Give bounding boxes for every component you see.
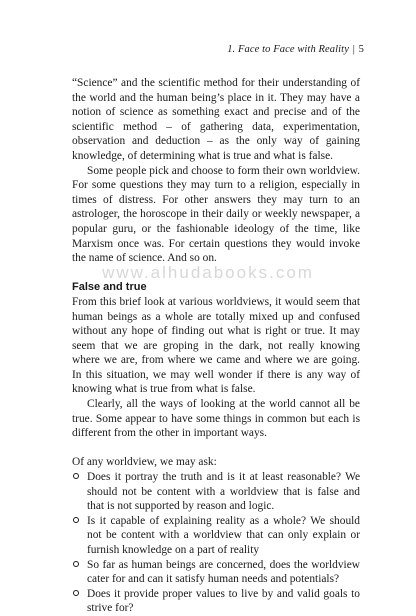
bullet-circle-icon	[73, 473, 79, 479]
list-item	[72, 514, 360, 558]
running-head	[227, 44, 364, 55]
list-item-text: So far as human beings are concerned, does the worldview cater for and can it satisfy human needs and potentials?	[87, 558, 360, 586]
paragraph: Clearly, all the ways of looking at the world cannot all be true. Some appear to have some things in common but each is different from the other in important ways.	[72, 398, 360, 440]
paragraph: Some people pick and choose to form their own worldview. For some questions they may turn to a religion, especially in times of distress. For other answers they may turn to an astrologer, the horoscope in their daily or weekly newspaper, a popular guru, or the fashionable ideology of the time, like Marxism once was. For certain questions they would invoke the name of science. And so on.	[72, 164, 360, 265]
list-item	[72, 470, 360, 514]
list-item	[72, 587, 360, 616]
bullet-circle-icon	[73, 561, 79, 567]
bullet-circle-icon	[73, 590, 79, 596]
header-separator: |	[352, 44, 355, 55]
list-item-text: Does it portray the truth and is it at least reasonable? We should not be content with a worldview that is false and that is not supported by reason and logic.	[87, 471, 360, 513]
list-item-text: Is it capable of explaining reality as a whole? We should not be content with a worldview that can only explain or furnish knowledge on a part of reality	[87, 514, 360, 556]
paragraph: “Science” and the scientific method for their understanding of the world and the human being’s place in it. They may have a notion of science as something exact and precise and of the scientific method – of gathering data, experimentation, observation and deduction – as the only way of gaining knowledge, of determining what is true and what is false.	[72, 77, 360, 162]
section-heading: False and true	[72, 281, 147, 294]
body-text	[72, 76, 360, 616]
bullet-circle-icon	[73, 517, 79, 523]
paragraph: From this brief look at various worldviews, it would seem that human beings as a whole are totally mixed up and confused without any hope of finding out what is right or true. It may seem that we are groping in the dark, not really knowing where we are, from where we came and where we are going. In this situation, we may well wonder if there is any way of knowing what is true from what is false.	[72, 295, 360, 396]
watermark: www.alhudabooks.com	[102, 263, 314, 282]
chapter-title: 1. Face to Face with Reality	[227, 44, 349, 55]
page-number: 5	[358, 44, 364, 55]
question-list	[72, 470, 360, 616]
list-item	[72, 558, 360, 587]
list-item-text: Does it provide proper values to live by and valid goals to strive for?	[87, 587, 360, 615]
list-intro: Of any worldview, we may ask:	[72, 456, 217, 469]
